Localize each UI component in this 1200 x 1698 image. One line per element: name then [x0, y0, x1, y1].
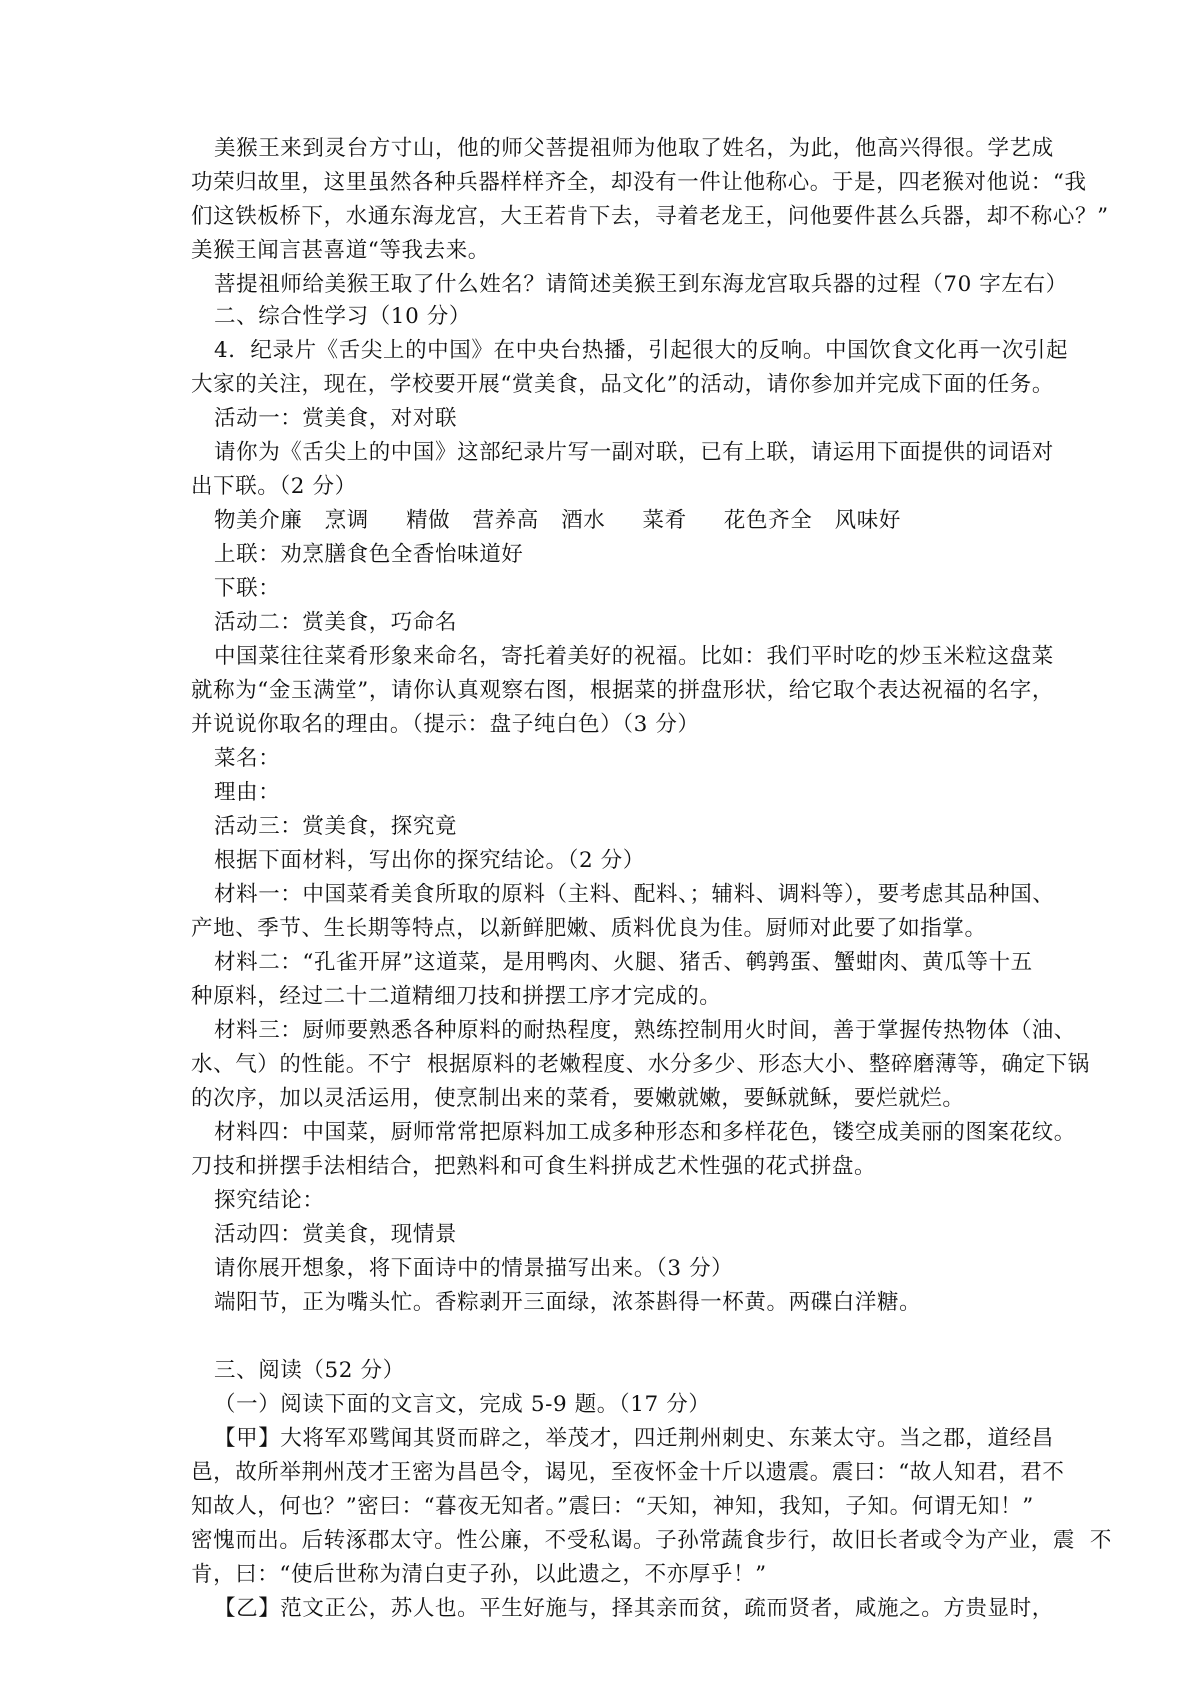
conclusion-label: 探究结论： — [214, 1188, 325, 1213]
passage-yi: 【乙】范文正公，苏人也。平生好施与，择其亲而贫，疏而贤者，咸施之。方贵显时， — [214, 1596, 1054, 1621]
section-heading: 二、综合性学习（10 分） — [214, 304, 471, 329]
text-line: 的次序，加以灵活运用，使烹制出来的菜肴，要嫩就嫩，要稣就稣，要烂就烂。 — [191, 1086, 965, 1111]
material-2: 材料二：“孔雀开屏”这道菜，是用鸭肉、火腿、猪舌、鹌鹑蛋、蟹蚶肉、黄瓜等十五 — [214, 950, 1033, 975]
text-line: 美猴王来到灵台方寸山，他的师父菩提祖师为他取了姓名，为此，他高兴得很。学艺成 — [214, 136, 1054, 161]
word-bank: 物美介廉 烹调 精做 营养高 酒水 菜肴 花色齐全 风味好 — [214, 508, 901, 533]
couplet-lower: 下联： — [214, 576, 281, 601]
text-line: 产地、季节、生长期等特点，以新鲜肥嫩、质料优良为佳。厨师对此要了如指掌。 — [191, 916, 987, 941]
text-line: 知故人，何也？”密曰：“暮夜无知者。”震曰：“天知，神知，我知，子知。何谓无知！” — [191, 1494, 1034, 1519]
text-line: 并说说你取名的理由。（提示：盘子纯白色）（3 分） — [191, 712, 700, 737]
text-line: 种原料，经过二十二道精细刀技和拼摆工序才完成的。 — [191, 984, 722, 1009]
text-line: 水、气）的性能。不宁 根据原料的老嫩程度、水分多少、形态大小、整碎磨薄等，确定下锅 — [191, 1052, 1090, 1077]
activity-3-heading: 活动三：赏美食，探究竟 — [214, 814, 458, 839]
text-line: 出下联。（2 分） — [191, 474, 357, 499]
text-line: 根据下面材料，写出你的探究结论。（2 分） — [214, 848, 645, 873]
text-line: 们这铁板桥下，水通东海龙宫，大王若肯下去，寻着老龙王，问他要件甚么兵器，却不称心？” — [191, 204, 1109, 229]
text-line: 请你为《舌尖上的中国》这部纪录片写一副对联，已有上联，请运用下面提供的词语对 — [214, 440, 1054, 465]
text-line: 刀技和拼摆手法相结合，把熟料和可食生料拼成艺术性强的花式拼盘。 — [191, 1154, 877, 1179]
text-line: 肯，曰：“使后世称为清白吏子孙，以此遗之，不亦厚乎！” — [191, 1562, 767, 1587]
couplet-upper: 上联：劝烹膳食色全香怡味道好 — [214, 542, 524, 567]
text-line: 密愧而出。后转涿郡太守。性公廉，不受私谒。子孙常蔬食步行，故旧长者或令为产业，震 不 — [191, 1528, 1112, 1553]
passage-jia: 【甲】大将军邓骘闻其贤而辟之，举茂才，四迁荆州刺史、东莱太守。当之郡，道经昌 — [214, 1426, 1054, 1451]
text-line: 菩提祖师给美猴王取了什么姓名？请简述美猴王到东海龙宫取兵器的过程（70 字左右） — [214, 272, 1068, 297]
material-1: 材料一：中国菜肴美食所取的原料（主料、配料、；辅料、调料等），要考虑其品种国、 — [214, 882, 1055, 907]
text-line: 中国菜往往菜肴形象来命名，寄托着美好的祝福。比如：我们平时吃的炒玉米粒这盘菜 — [214, 644, 1054, 669]
text-line: 请你展开想象，将下面诗中的情景描写出来。（3 分） — [214, 1256, 734, 1281]
subsection-heading: （一）阅读下面的文言文，完成 5-9 题。（17 分） — [214, 1392, 711, 1417]
material-4: 材料四：中国菜，厨师常常把原料加工成多种形态和多样花色，镂空成美丽的图案花纹。 — [214, 1120, 1076, 1145]
reason-label: 理由： — [214, 780, 281, 805]
poem-line: 端阳节，正为嘴头忙。香粽剥开三面绿，浓茶斟得一杯黄。两碟白洋糖。 — [214, 1290, 922, 1315]
text-line: 大家的关注，现在，学校要开展“赏美食，品文化”的活动，请你参加并完成下面的任务。 — [191, 372, 1054, 397]
text-line: 邑，故所举荆州茂才王密为昌邑令，谒见，至夜怀金十斤以遗震。震曰：“故人知君，君不 — [191, 1460, 1065, 1485]
text-line: 就称为“金玉满堂”，请你认真观察右图，根据菜的拼盘形状，给它取个表达祝福的名字， — [191, 678, 1054, 703]
activity-4-heading: 活动四：赏美食，现情景 — [214, 1222, 458, 1247]
text-line: 美猴王闻言甚喜道“等我去来。 — [191, 238, 490, 263]
question-4: 4．纪录片《舌尖上的中国》在中央台热播，引起很大的反响。中国饮食文化再一次引起 — [214, 338, 1069, 363]
text-line: 功荣归故里，这里虽然各种兵器样样齐全，却没有一件让他称心。于是，四老猴对他说：“我 — [191, 170, 1087, 195]
material-3: 材料三：厨师要熟悉各种原料的耐热程度，熟练控制用火时间，善于掌握传热物体（油、 — [214, 1018, 1076, 1043]
activity-2-heading: 活动二：赏美食，巧命名 — [214, 610, 458, 635]
dish-name-label: 菜名： — [214, 746, 281, 771]
activity-1-heading: 活动一：赏美食，对对联 — [214, 406, 458, 431]
section-heading: 三、阅读（52 分） — [214, 1358, 405, 1383]
